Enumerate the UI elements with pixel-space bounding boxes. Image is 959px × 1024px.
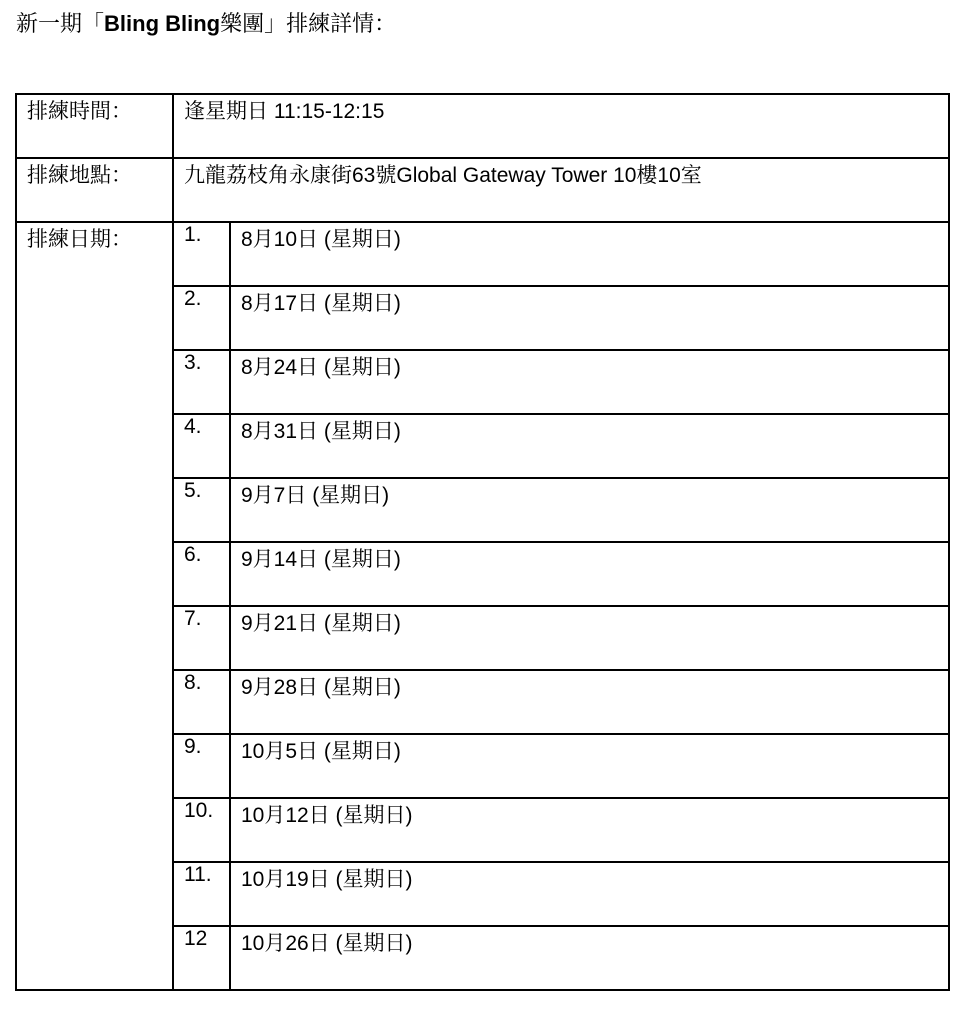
date-number: 8. (173, 670, 230, 734)
date-number: 5. (173, 478, 230, 542)
date-value: 9月7日 (星期日) (230, 478, 949, 542)
date-number: 6. (173, 542, 230, 606)
title-suffix: 樂團」排練詳情： (220, 11, 397, 36)
row-rehearsal-place (16, 158, 949, 222)
title-prefix: 新一期「 (16, 11, 105, 36)
date-number: 7. (173, 606, 230, 670)
date-row (16, 222, 949, 286)
date-number: 9. (173, 734, 230, 798)
place-value: 九龍荔枝角永康街63號Global Gateway Tower 10樓10室 (173, 158, 949, 222)
date-value: 10月12日 (星期日) (230, 798, 949, 862)
time-value: 逢星期日 11:15-12:15 (173, 94, 949, 158)
date-number: 2. (173, 286, 230, 350)
date-number: 3. (173, 350, 230, 414)
title-band-name: Bling Bling (104, 11, 221, 36)
date-number: 12 (173, 926, 230, 990)
date-number: 4. (173, 414, 230, 478)
date-value: 8月10日 (星期日) (230, 222, 949, 286)
date-value: 9月21日 (星期日) (230, 606, 949, 670)
date-number: 10. (173, 798, 230, 862)
row-rehearsal-time (16, 94, 949, 158)
date-number: 1. (173, 222, 230, 286)
date-value: 10月5日 (星期日) (230, 734, 949, 798)
date-value: 8月17日 (星期日) (230, 286, 949, 350)
place-label: 排練地點： (16, 158, 173, 222)
date-value: 8月24日 (星期日) (230, 350, 949, 414)
date-value: 9月28日 (星期日) (230, 670, 949, 734)
date-value: 8月31日 (星期日) (230, 414, 949, 478)
date-value: 9月14日 (星期日) (230, 542, 949, 606)
date-number: 11. (173, 862, 230, 926)
page-title (16, 8, 396, 40)
time-label: 排練時間： (16, 94, 173, 158)
date-value: 10月19日 (星期日) (230, 862, 949, 926)
dates-label: 排練日期： (16, 222, 173, 990)
rehearsal-table (15, 93, 950, 991)
date-value: 10月26日 (星期日) (230, 926, 949, 990)
